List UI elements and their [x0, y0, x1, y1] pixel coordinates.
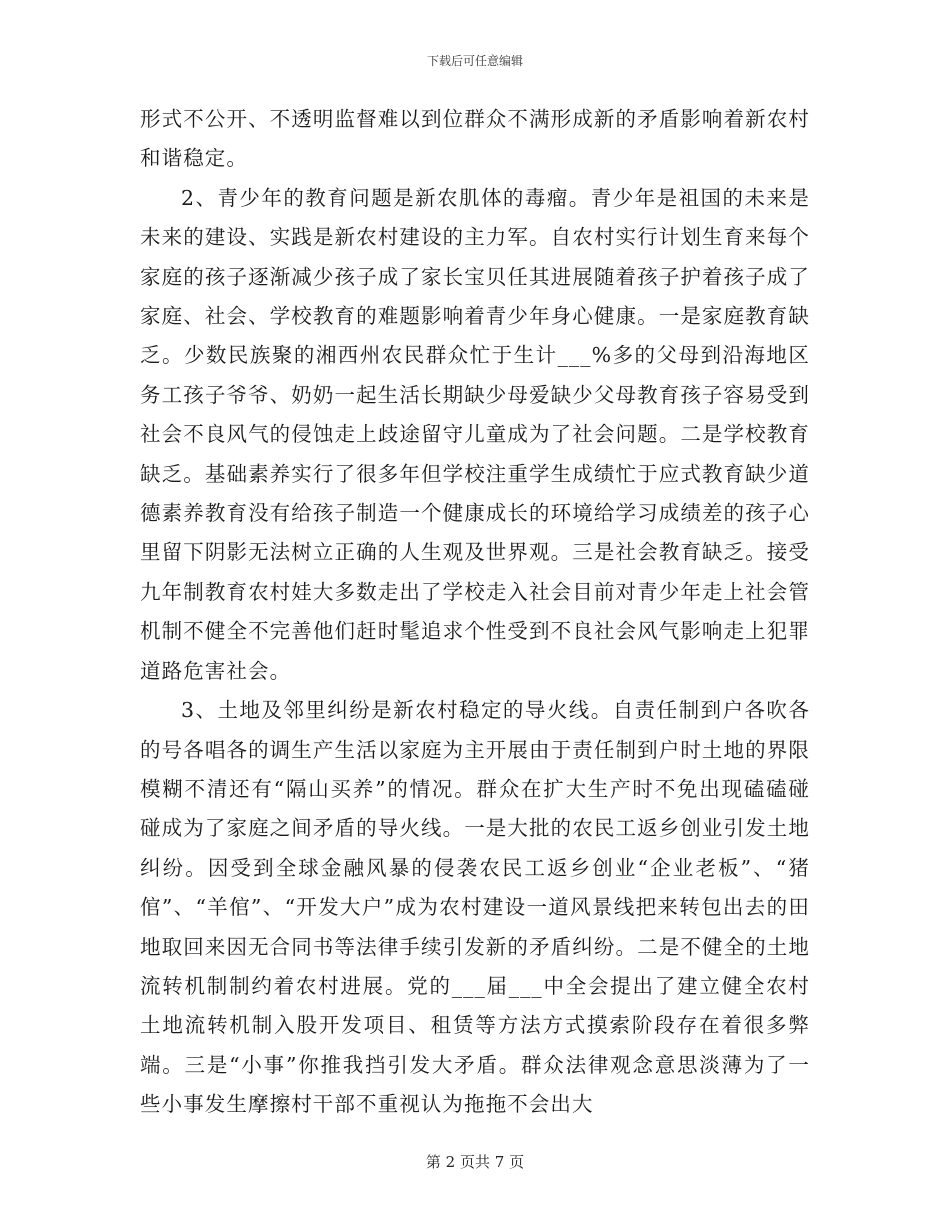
paragraph-continuation: 形式不公开、不透明监督难以到位群众不满形成新的矛盾影响着新农村和谐稳定。 — [140, 107, 810, 171]
paragraph-youth-education: 2、青少年的教育问题是新农肌体的毒瘤。青少年是祖国的未来是未来的建设、实践是新农村建设的主力军。自农村实行计划生育来每个家庭的孩子逐渐减少孩子成了家长宝贝任其进展随着孩子护着孩子成了家庭、社会、学校教育的难题影响着青少年身心健康。一是家庭教育缺乏。少数民族聚的湘西州农民群众忙于生计___%多的父母到沿海地区务工孩子爷爷、奶奶一起生活长期缺少母爱缺少父母教育孩子容易受到社会不良风气的侵蚀走上歧途留守儿童成为了社会问题。二是学校教育缺乏。基础素养实行了很多年但学校注重学生成绩忙于应式教育缺少道德素养教育没有给孩子制造一个健康成长的环境给学习成绩差的孩子心里留下阴影无法树立正确的人生观及世界观。三是社会教育缺乏。接受九年制教育农村娃大多数走出了学校走入社会目前对青少年走上社会管机制不健全不完善他们赶时髦追求个性受到不良社会风气影响走上犯罪道路危害社会。 — [140, 185, 810, 683]
page-number-footer: 第 2 页共 7 页 — [425, 1153, 525, 1171]
paragraph-land-disputes: 3、土地及邻里纠纷是新农村稳定的导火线。自责任制到户各吹各的号各唱各的调生产生活以家庭为主开展由于责任制到户时土地的界限模糊不清还有“隔山买养”的情况。群众在扩大生产时不免出现磕磕碰碰成为了家庭之间矛盾的导火线。一是大批的农民工返乡创业引发土地纠纷。因受到全球金融风暴的侵袭农民工返乡创业“企业老板”、“猪倌”、“羊倌”、“开发大户”成为农村建设一道风景线把来转包出去的田地取回来因无合同书等法律手续引发新的矛盾纠纷。二是不健全的土地流转机制制约着农村进展。党的___届___中全会提出了建立健全农村土地流转机制入股开发项目、租赁等方法方式摸索阶段存在着很多弊端。三是“小事”你推我挡引发大矛盾。群众法律观念意思淡薄为了一些小事发生摩擦村干部不重视认为拖拖不会出大 — [140, 698, 810, 1117]
page-header: 下载后可任意编辑 — [426, 54, 523, 68]
document-body — [140, 100, 810, 1125]
